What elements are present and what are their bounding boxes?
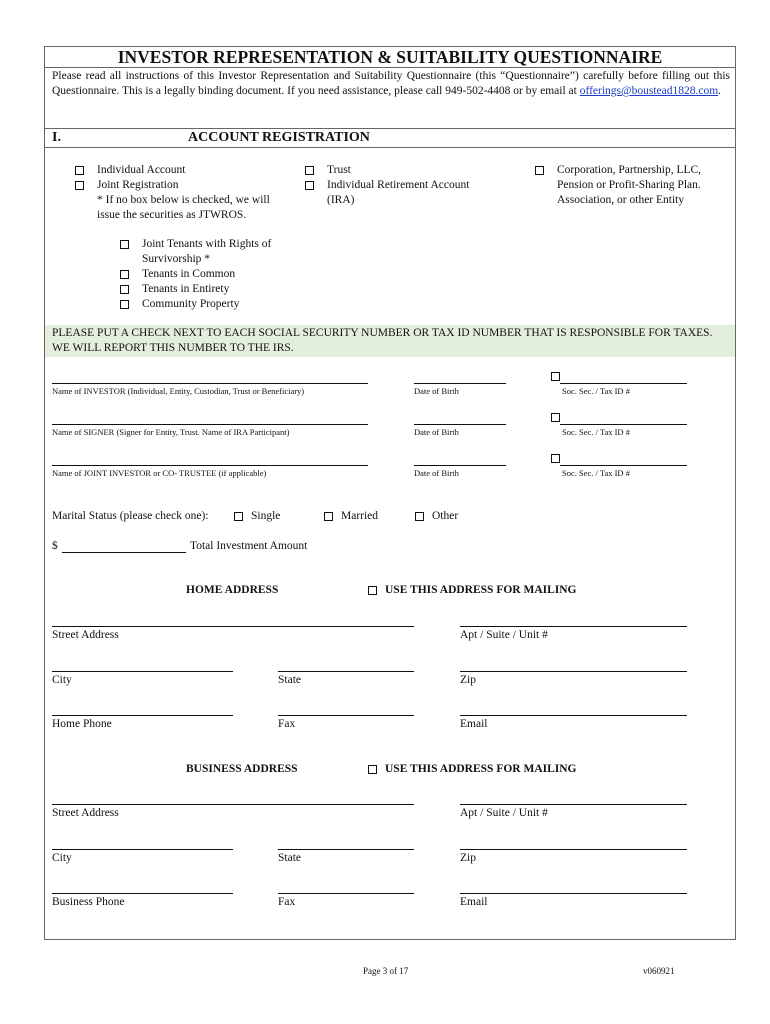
joint-ssn-caption: Soc. Sec. / Tax ID # bbox=[562, 468, 630, 478]
signer-name-line[interactable] bbox=[52, 424, 368, 425]
home-email-line[interactable] bbox=[460, 715, 687, 716]
entity-checkbox[interactable] bbox=[535, 166, 544, 175]
business-state-label: State bbox=[278, 852, 301, 864]
page-title: INVESTOR REPRESENTATION & SUITABILITY QUESTIONNAIRE bbox=[117, 47, 663, 67]
version-code: v060921 bbox=[643, 966, 675, 976]
home-city-label: City bbox=[52, 674, 72, 686]
joint-name-caption: Name of JOINT INVESTOR or CO- TRUSTEE (if applicable) bbox=[52, 468, 267, 478]
investor-dob-caption: Date of Birth bbox=[414, 386, 459, 396]
ira-label: Individual Retirement Account (IRA) bbox=[327, 179, 470, 206]
business-address-heading: BUSINESS ADDRESS bbox=[186, 763, 298, 775]
signer-dob-line[interactable] bbox=[414, 424, 506, 425]
home-mailing-checkbox[interactable] bbox=[368, 586, 377, 595]
home-fax-line[interactable] bbox=[278, 715, 414, 716]
investor-dob-line[interactable] bbox=[414, 383, 506, 384]
home-zip-line[interactable] bbox=[460, 671, 687, 672]
single-checkbox[interactable] bbox=[234, 512, 243, 521]
business-zip-line[interactable] bbox=[460, 849, 687, 850]
home-mailing-label: USE THIS ADDRESS FOR MAILING bbox=[385, 584, 577, 596]
trust-label: Trust bbox=[327, 164, 351, 176]
business-city-line[interactable] bbox=[52, 849, 233, 850]
business-mailing-checkbox[interactable] bbox=[368, 765, 377, 774]
investment-amount-line[interactable] bbox=[62, 552, 186, 553]
section-title: ACCOUNT REGISTRATION bbox=[188, 130, 370, 145]
home-address-heading: HOME ADDRESS bbox=[186, 584, 279, 596]
home-zip-label: Zip bbox=[460, 674, 476, 686]
tenants-common-checkbox[interactable] bbox=[120, 270, 129, 279]
individual-label: Individual Account bbox=[97, 164, 186, 176]
intro-paragraph bbox=[52, 69, 730, 99]
joint-note: * If no box below is checked, we will issue the securities as JTWROS. bbox=[97, 194, 270, 221]
jtwros-checkbox[interactable] bbox=[120, 240, 129, 249]
home-street-label: Street Address bbox=[52, 629, 119, 641]
investor-ssn-caption: Soc. Sec. / Tax ID # bbox=[562, 386, 630, 396]
business-mailing-label: USE THIS ADDRESS FOR MAILING bbox=[385, 763, 577, 775]
tenants-entirety-checkbox[interactable] bbox=[120, 285, 129, 294]
business-street-line[interactable] bbox=[52, 804, 414, 805]
investment-label: Total Investment Amount bbox=[190, 540, 308, 552]
joint-ssn-line[interactable] bbox=[560, 465, 687, 466]
business-apt-label: Apt / Suite / Unit # bbox=[460, 807, 548, 819]
business-email-label: Email bbox=[460, 896, 488, 908]
married-checkbox[interactable] bbox=[324, 512, 333, 521]
signer-ssn-checkbox[interactable] bbox=[551, 413, 560, 422]
signer-ssn-line[interactable] bbox=[560, 424, 687, 425]
tenants-entirety-label: Tenants in Entirety bbox=[142, 283, 230, 295]
home-phone-label: Home Phone bbox=[52, 718, 112, 730]
signer-ssn-caption: Soc. Sec. / Tax ID # bbox=[562, 427, 630, 437]
jtwros-label: Joint Tenants with Rights of Survivorship * bbox=[142, 238, 272, 265]
section-divider bbox=[44, 128, 736, 129]
other-checkbox[interactable] bbox=[415, 512, 424, 521]
email-link[interactable]: offerings@boustead1828.com bbox=[579, 85, 719, 97]
page-number: Page 3 of 17 bbox=[363, 966, 409, 976]
other-label: Other bbox=[432, 510, 459, 522]
home-fax-label: Fax bbox=[278, 718, 296, 730]
business-city-label: City bbox=[52, 852, 72, 864]
business-zip-label: Zip bbox=[460, 852, 476, 864]
home-state-line[interactable] bbox=[278, 671, 414, 672]
married-label: Married bbox=[341, 510, 379, 522]
marital-label: Marital Status (please check one): bbox=[52, 510, 209, 522]
ira-checkbox[interactable] bbox=[305, 181, 314, 190]
business-phone-line[interactable] bbox=[52, 893, 233, 894]
intro-text: Please read all instructions of this Investor Representation and Suitability Questionnaire (this “Questionnaire”) carefully before filling out this Questionnaire. This is a legally binding document. If you need assistance, please call 949-502-4408 or by email at bbox=[52, 70, 730, 97]
business-fax-label: Fax bbox=[278, 896, 296, 908]
business-apt-line[interactable] bbox=[460, 804, 687, 805]
joint-ssn-checkbox[interactable] bbox=[551, 454, 560, 463]
investor-ssn-line[interactable] bbox=[560, 383, 687, 384]
joint-label: Joint Registration bbox=[97, 179, 179, 191]
home-email-label: Email bbox=[460, 718, 488, 730]
home-street-line[interactable] bbox=[52, 626, 414, 627]
entity-label: Corporation, Partnership, LLC, Pension or Profit-Sharing Plan. Association, or other Entity bbox=[557, 164, 702, 206]
joint-name-line[interactable] bbox=[52, 465, 368, 466]
trust-checkbox[interactable] bbox=[305, 166, 314, 175]
investor-name-caption: Name of INVESTOR (Individual, Entity, Custodian, Trust or Beneficiary) bbox=[52, 386, 305, 396]
business-email-line[interactable] bbox=[460, 893, 687, 894]
joint-dob-line[interactable] bbox=[414, 465, 506, 466]
individual-checkbox[interactable] bbox=[75, 166, 84, 175]
home-state-label: State bbox=[278, 674, 301, 686]
business-street-label: Street Address bbox=[52, 807, 119, 819]
intro-end: . bbox=[718, 85, 722, 97]
business-state-line[interactable] bbox=[278, 849, 414, 850]
business-phone-label: Business Phone bbox=[52, 896, 125, 908]
signer-dob-caption: Date of Birth bbox=[414, 427, 459, 437]
community-property-checkbox[interactable] bbox=[120, 300, 129, 309]
investor-ssn-checkbox[interactable] bbox=[551, 372, 560, 381]
investor-name-line[interactable] bbox=[52, 383, 368, 384]
community-property-label: Community Property bbox=[142, 298, 240, 310]
section-number: I. bbox=[52, 130, 61, 145]
home-phone-line[interactable] bbox=[52, 715, 233, 716]
section-header-divider bbox=[44, 147, 736, 148]
tenants-common-label: Tenants in Common bbox=[142, 268, 236, 280]
currency-symbol: $ bbox=[52, 540, 58, 552]
single-label: Single bbox=[251, 510, 281, 522]
joint-checkbox[interactable] bbox=[75, 181, 84, 190]
business-fax-line[interactable] bbox=[278, 893, 414, 894]
home-apt-line[interactable] bbox=[460, 626, 687, 627]
home-city-line[interactable] bbox=[52, 671, 233, 672]
signer-name-caption: Name of SIGNER (Signer for Entity, Trust. Name of IRA Participant) bbox=[52, 427, 290, 437]
joint-dob-caption: Date of Birth bbox=[414, 468, 459, 478]
home-apt-label: Apt / Suite / Unit # bbox=[460, 629, 548, 641]
tax-notice: PLEASE PUT A CHECK NEXT TO EACH SOCIAL SECURITY NUMBER OR TAX ID NUMBER THAT IS RESPONSIBLE FOR TAXES. WE WILL REPORT THIS NUMBER TO THE IRS. bbox=[52, 327, 713, 354]
